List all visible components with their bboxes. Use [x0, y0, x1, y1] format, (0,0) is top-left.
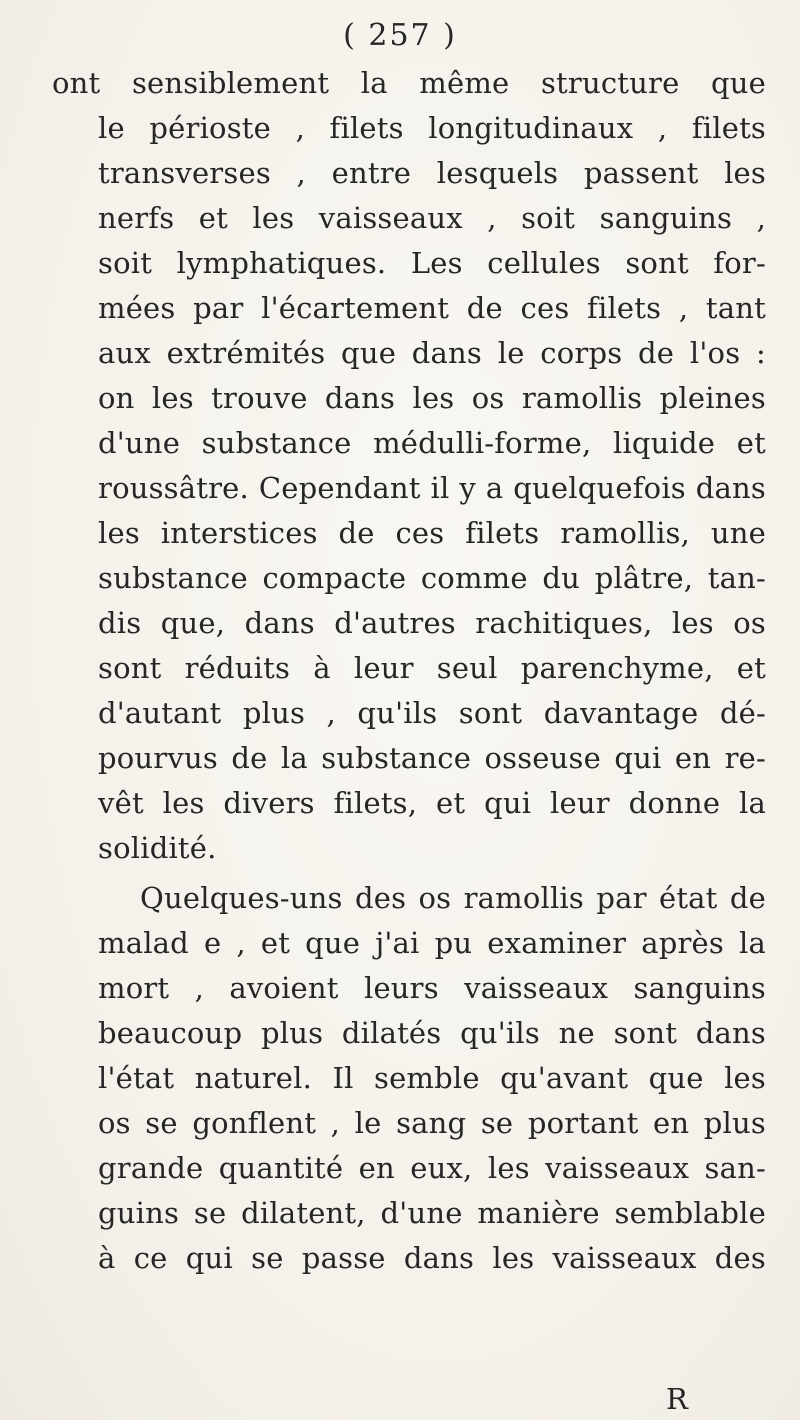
- text-line: pourvus de la substance osseuse qui en re-: [98, 741, 766, 775]
- text-line: nerfs et les vaisseaux , soit sanguins ,: [98, 201, 766, 235]
- text-line: guins se dilatent, d'une manière semblable: [98, 1196, 766, 1230]
- text-line: beaucoup plus dilatés qu'ils ne sont dans: [98, 1016, 766, 1050]
- text-line: malad e , et que j'ai pu examiner après la: [98, 926, 766, 960]
- text-line: mées par l'écartement de ces filets , tant: [98, 291, 766, 325]
- text-line: sont réduits à leur seul parenchyme, et: [98, 651, 766, 685]
- text-line: mort , avoient leurs vaisseaux sanguins: [98, 971, 766, 1005]
- text-line: à ce qui se passe dans les vaisseaux des: [98, 1241, 766, 1275]
- text-line: les interstices de ces filets ramollis, une: [98, 516, 766, 550]
- text-line: soit lymphatiques. Les cellules sont for-: [98, 246, 766, 280]
- text-line: substance compacte comme du plâtre, tan-: [98, 561, 766, 595]
- text-line: dis que, dans d'autres rachitiques, les os: [98, 606, 766, 640]
- text-line: grande quantité en eux, les vaisseaux san-: [98, 1151, 766, 1185]
- text-line: os se gonflent , le sang se portant en plus: [98, 1106, 766, 1140]
- text-line: le périoste , filets longitudinaux , filets: [98, 111, 766, 145]
- text-line: ont sensiblement la même structure que: [52, 66, 766, 100]
- text-line: d'une substance médulli-forme, liquide et: [98, 426, 766, 460]
- text-line: d'autant plus , qu'ils sont davantage dé-: [98, 696, 766, 730]
- text-line: transverses , entre lesquels passent les: [98, 156, 766, 190]
- text-line: l'état naturel. Il semble qu'avant que les: [98, 1061, 766, 1095]
- catchword: R: [666, 1382, 688, 1416]
- text-line: aux extrémités que dans le corps de l'os :: [98, 336, 766, 370]
- text-line: roussâtre. Cependant il y a quelquefois dans: [98, 471, 766, 505]
- paragraph-start-line: Quelques-uns des os ramollis par état de: [140, 881, 766, 915]
- text-line: on les trouve dans les os ramollis pleines: [98, 381, 766, 415]
- text-line: vêt les divers filets, et qui leur donne la: [98, 786, 766, 820]
- text-line: solidité.: [98, 831, 217, 865]
- page-number: ( 257 ): [343, 18, 457, 53]
